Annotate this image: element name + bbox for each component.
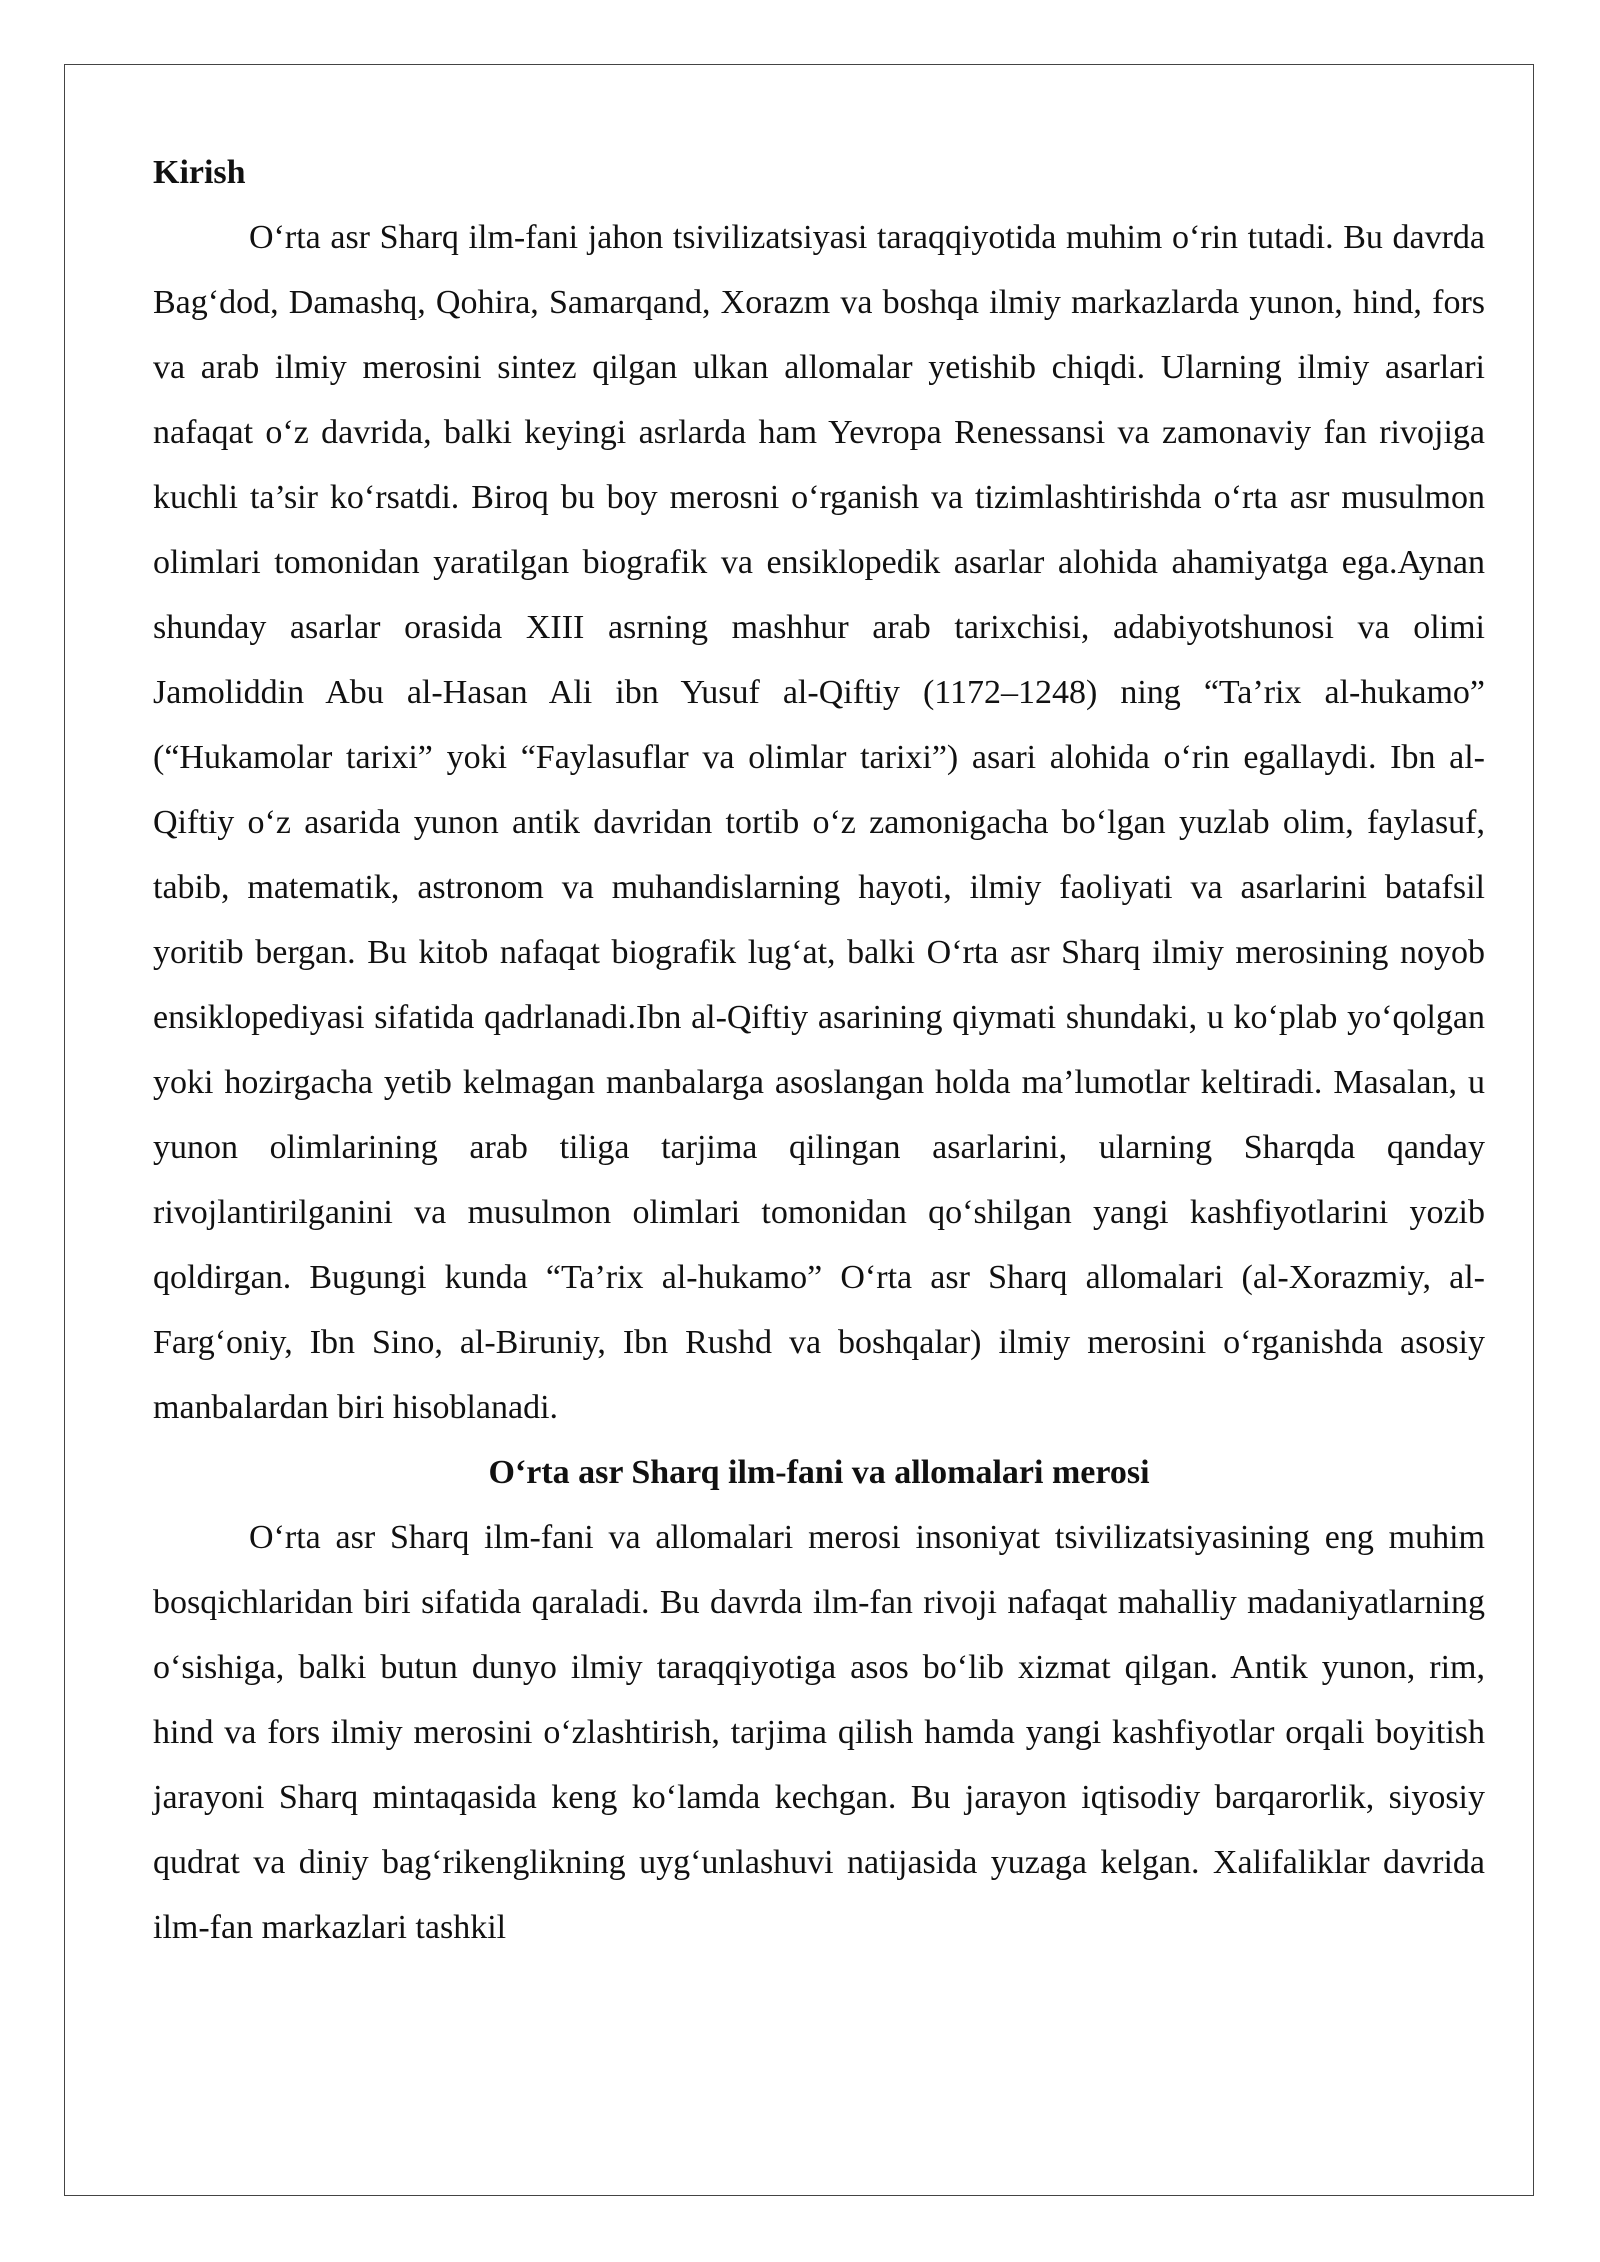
intro-paragraph: O‘rta asr Sharq ilm-fani jahon tsivilizatsiyasi taraqqiyotida muhim o‘rin tutadi. Bu davrda Bag‘dod, Damashq, Qohira, Samarqand, Xorazm va boshqa ilmiy markazlarda yunon, hind, fors va arab ilmiy merosini sintez qilgan ulkan allomalar yetishib chiqdi. Ularning ilmiy asarlari nafaqat o‘z davrida, balki keyingi asrlarda ham Yevropa Renessansi va zamonaviy fan rivojiga kuchli ta’sir ko‘rsatdi. Biroq bu boy merosni o‘rganish va tizimlashtirishda o‘rta asr musulmon olimlari tomonidan yaratilgan biografik va ensiklopedik asarlar alohida ahamiyatga ega.Aynan shunday asarlar orasida XIII asrning mashhur arab tarixchisi, adabiyotshunosi va olimi Jamoliddin Abu al-Hasan Ali ibn Yusuf al-Qiftiy (1172–1248) ning “Ta’rix al-hukamo” (“Hukamolar tarixi” yoki “Faylasuflar va olimlar tarixi”) asari alohida o‘rin egallaydi. Ibn al-Qiftiy o‘z asarida yunon antik davridan tortib o‘z zamonigacha bo‘lgan yuzlab olim, faylasuf, tabib, matematik, astronom va muhandislarning hayoti, ilmiy faoliyati va asarlarini batafsil yoritib bergan. Bu kitob nafaqat biografik lug‘at, balki O‘rta asr Sharq ilmiy merosining noyob ensiklopediyasi sifatida qadrlanadi.Ibn al-Qiftiy asarining qiymati shundaki, u ko‘plab yo‘qolgan yoki hozirgacha yetib kelmagan manbalarga asoslangan holda ma’lumotlar keltiradi. Masalan, u yunon olimlarining arab tiliga tarjima qilingan asarlarini, ularning Sharqda qanday rivojlantirilganini va musulmon olimlari tomonidan qo‘shilgan yangi kashfiyotlarini yozib qoldirgan. Bugungi kunda “Ta’rix al-hukamo” O‘rta asr Sharq allomalari (al-Xorazmiy, al-Farg‘oniy, Ibn Sino, al-Biruniy, Ibn Rushd va boshqalar) ilmiy merosini o‘rganishda asosiy manbalardan biri hisoblanadi.	[153, 219, 1485, 1426]
section-paragraph: O‘rta asr Sharq ilm-fani va allomalari merosi insoniyat tsivilizatsiyasining eng muhim bosqichlaridan biri sifatida qaraladi. Bu davrda ilm-fan rivoji nafaqat mahalliy madaniyatlarning o‘sishiga, balki butun dunyo ilmiy taraqqiyotiga asos bo‘lib xizmat qilgan. Antik yunon, rim, hind va fors ilmiy merosini o‘zlashtirish, tarjima qilish hamda yangi kashfiyotlar orqali boyitish jarayoni Sharq mintaqasida keng ko‘lamda kechgan. Bu jarayon iqtisodiy barqarorlik, siyosiy qudrat va diniy bag‘rikenglikning uyg‘unlashuvi natijasida yuzaga kelgan. Xalifaliklar davrida ilm-fan markazlari tashkil	[153, 1519, 1485, 1946]
document-body	[153, 140, 1485, 1960]
section-heading: O‘rta asr Sharq ilm-fani va allomalari merosi	[488, 1454, 1150, 1491]
intro-heading: Kirish	[153, 154, 246, 191]
